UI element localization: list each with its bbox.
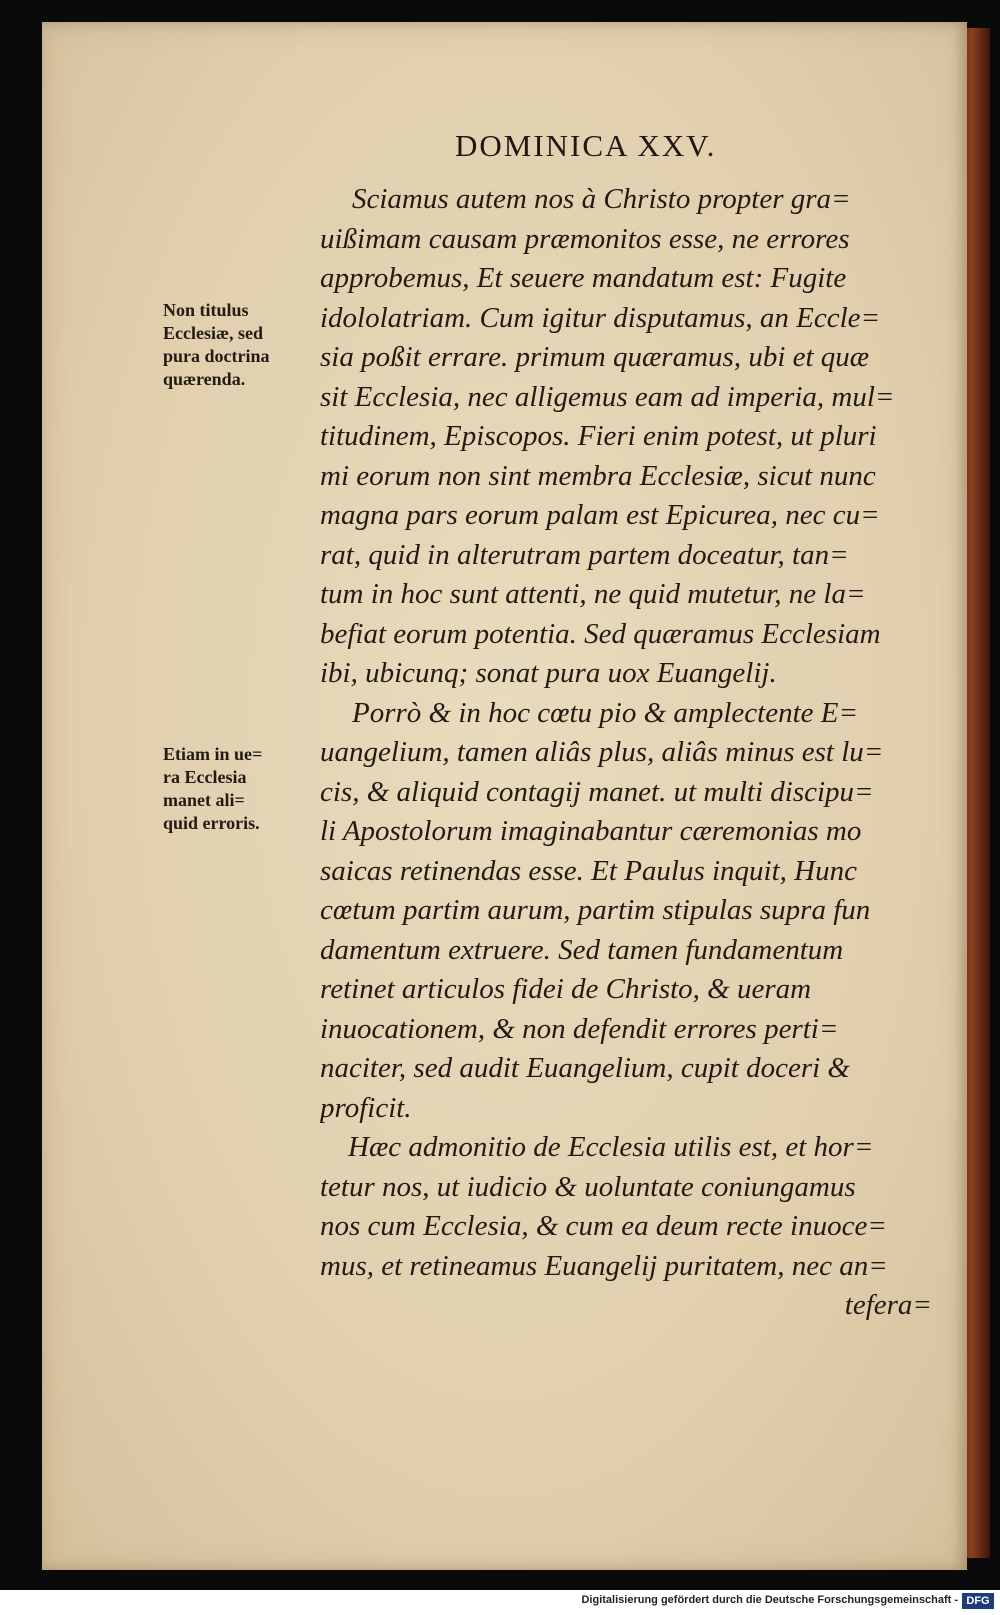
dfg-logo: DFG xyxy=(962,1593,994,1609)
running-header: DOMINICA XXV. xyxy=(455,128,717,163)
text-line: uißimam causam præmonitos esse, ne errores xyxy=(320,222,850,255)
text-line: proficit. xyxy=(320,1091,412,1124)
text-line: sia poßit errare. primum quæramus, ubi et quæ xyxy=(320,341,870,373)
text-line: damentum extruere. Sed tamen fundamentum xyxy=(320,933,844,966)
text-line: uangelium, tamen aliâs plus, aliâs minus est lu= xyxy=(320,736,884,768)
margin-note xyxy=(163,299,323,391)
margin-note-line: ra Ecclesia xyxy=(163,767,247,787)
margin-note-line: quid erroris. xyxy=(163,813,260,833)
text-line: mus, et retineamus Euangelij puritatem, nec an= xyxy=(320,1249,888,1282)
footer-bar xyxy=(0,1590,1000,1615)
margin-note-line: Ecclesiæ, sed xyxy=(163,323,263,343)
margin-note-line: pura doctrina xyxy=(163,346,270,366)
margin-note-line: quærenda. xyxy=(163,369,246,389)
catchword: tefera= xyxy=(844,1289,932,1321)
text-line: nos cum Ecclesia, & cum ea deum recte inuoce= xyxy=(320,1210,887,1242)
text-line: saicas retinendas esse. Et Paulus inquit, Hunc xyxy=(320,854,857,887)
text-line: retinet articulos fidei de Christo, & ueram xyxy=(320,973,812,1005)
text-line: approbemus, Et seuere mandatum est: Fugite xyxy=(320,262,847,294)
text-line: tum in hoc sunt attenti, ne quid mutetur, ne la= xyxy=(320,578,866,610)
text-line: cœtum partim aurum, partim stipulas supra fun xyxy=(320,894,871,926)
text-line: rat, quid in alterutram partem doceatur, tan= xyxy=(320,538,849,571)
text-line: magna pars eorum palam est Epicurea, nec cu= xyxy=(320,499,880,531)
text-line: cis, & aliquid contagij manet. ut multi discipu= xyxy=(320,775,874,808)
margin-note-line: Etiam in ue= xyxy=(163,744,263,764)
text-line: titudinem, Episcopos. Fieri enim potest, ut pluri xyxy=(320,420,877,452)
margin-note-line: manet ali= xyxy=(163,790,245,810)
text-line: Porrò & in hoc cœtu pio & amplectente E= xyxy=(352,696,859,729)
text-line: ibi, ubicunq; sonat pura uox Euangelij. xyxy=(320,657,777,689)
text-line: befiat eorum potentia. Sed quæramus Ecclesiam xyxy=(320,617,881,650)
text-line: tetur nos, ut iudicio & uoluntate coniungamus xyxy=(320,1170,856,1203)
funding-credit: Digitalisierung gefördert durch die Deutsche Forschungsgemeinschaft - xyxy=(581,1594,958,1606)
margin-note xyxy=(163,743,323,835)
text-line: naciter, sed audit Euangelium, cupit doceri & xyxy=(320,1052,850,1084)
body-text xyxy=(320,180,932,1326)
text-line: Sciamus autem nos à Christo propter gra= xyxy=(352,183,851,215)
text-line: Hæc admonitio de Ecclesia utilis est, et hor= xyxy=(348,1131,874,1163)
text-line: idololatriam. Cum igitur disputamus, an Eccle= xyxy=(320,301,881,334)
text-line: mi eorum non sint membra Ecclesiæ, sicut nunc xyxy=(320,459,876,492)
margin-note-line: Non titulus xyxy=(163,300,249,320)
text-line: li Apostolorum imaginabantur cæremonias mo xyxy=(320,815,862,847)
text-line: sit Ecclesia, nec alligemus eam ad imperia, mul= xyxy=(320,380,895,413)
text-line: inuocationem, & non defendit errores perti= xyxy=(320,1012,839,1045)
